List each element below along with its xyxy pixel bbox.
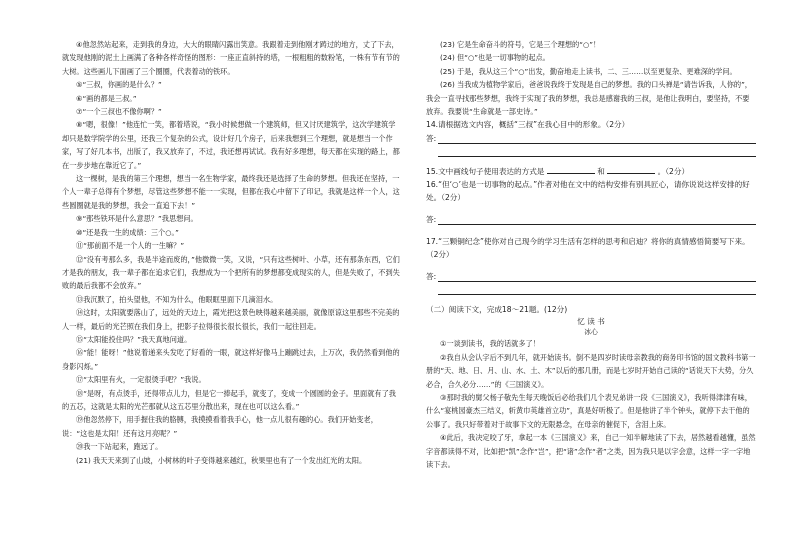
paragraph: ⑮“太阳能投住吗？”我天真地问道。 bbox=[76, 334, 192, 344]
paragraph: ⑨“那些铁环是什么意思？”我思想问。 bbox=[76, 214, 198, 224]
answer-line[interactable] bbox=[426, 132, 756, 146]
paragraph: ⑧“嗯，很像！”他连忙一笑，都着塔说，“我小时候想做一个建筑师，但又讨厌建筑学，这次学建筑学却只是数学院学的公里，还我三个复杂的公式，设计好几个房子，后来我想到三个理想，就是想当一个作家，写了好几本书，出版了，我又放弃了，不过，我还想再试试。我有好多理想，每天都在实现的路上，都在一步步地在靠近它了。” bbox=[62, 120, 400, 170]
article-title: 忆 读 书 bbox=[577, 317, 605, 327]
question-15-and: 和 bbox=[597, 167, 605, 177]
question-15-score: 。（2分） bbox=[657, 167, 690, 177]
answer-line[interactable] bbox=[426, 213, 756, 227]
paragraph: ⑫“没有考那么多，我是半途而废的，”他微微一笑，又说，“只有这些树叶、小草，还有那条东西，它们才是我的朋友，我一辈子都在追求它们，我想成为一个把所有的梦想都变成现实的人，但是失败了，不到失败的最后我都不会放弃。” bbox=[62, 254, 400, 291]
paragraph: ⑤“三叔，你画的是什么？” bbox=[76, 80, 162, 90]
paragraph: ①一谈到读书，我的话就多了！ bbox=[440, 339, 540, 349]
paragraph: ⑱“是呀，有点烫手，还得带点儿力，但是它一捧起手，就变了，变成一个圆圆的金子。里面就有了我的五芯，这就是太阳的光芒那就从这五芯里分散出来，现在也可以这么看。” bbox=[62, 388, 396, 411]
paragraph: ②我自从会认字后不到几年，就开始读书。倒不是四岁时读母亲教我的商务印书馆的国文教科书第一册的“天、地、日、月、山、水、土、木”以后的那几册，而是七岁时开始自己读的“话说天下大势，分久必合，合久必分……”的《三国演义》。 bbox=[426, 352, 756, 389]
paragraph: ⑦“一个三叔也不像你啊？” bbox=[76, 107, 162, 117]
question-16: 16.“但‘○’也是一切事物的起点。”作者对他在文中的结构安排有别具匠心，请你说说这样安排的好处。（2分） bbox=[426, 180, 750, 203]
paragraph: (21) 我天天来到了山坡，小树林的叶子变得越来越红，秋果里也有了一个发出红光的太阳。 bbox=[76, 455, 367, 465]
paragraph: ④此后，我决定咬了牙，拿起一本《三国演义》来，自己一知半解地读了下去，居然越看越懂，虽然字音都读得不对，比如把“凯”念作“岂”，把“诸”念作“者”之类，因为我只是以字会意，这样一字一字地读下去。 bbox=[426, 433, 756, 470]
question-15 bbox=[426, 165, 756, 178]
left-column bbox=[62, 38, 400, 467]
paragraph: ③那时我的舅父杨子敬先生每天晚饭后必给我们几个表兄弟讲一段《三国演义》，我听得津津有味，什么“宴桃园豪杰三结义，斩黄巾英雄首立功”，真是好听极了。但是他讲了半个钟头，就停下去干他的公事了。我只好带着对于故事下文的无限悬念，在母亲的催促下，含泪上床。 bbox=[426, 393, 752, 429]
paragraph: (25) 于是，我从这三个“○”出发，勤奋地走上读书，二、三……以至更复杂、更难深的学问。 bbox=[440, 66, 737, 76]
answer-label: 答: bbox=[426, 134, 437, 144]
question-14: 14.请根据选文内容，概括“三叔”在我心目中的形象。（2分） bbox=[426, 120, 630, 130]
paragraph: ⑥“画的都是三叔。” bbox=[76, 93, 137, 103]
paragraph: ⑬我沉默了，拍头望他，不知为什么，他眼眶里面下几滴泪水。 bbox=[76, 294, 278, 304]
fill-blank-2[interactable] bbox=[607, 165, 655, 174]
paragraph: 这一棵树，是我的第三个理想，想当一名生物学家，最终我还是选择了生命的梦想。但我还在坚持，一个人一辈子总得有个梦想，尽管这些梦想不能一一实现，但都在我心中留下了印记，我就是这样一个人，这些圆圈就是我的梦想，我会一直追下去！” bbox=[62, 174, 400, 210]
answer-rule bbox=[438, 281, 756, 282]
fill-blank-1[interactable] bbox=[547, 165, 595, 174]
paragraph: (23) 它是生命奋斗的符号，它是三个理想的“○”！ bbox=[440, 40, 601, 49]
paragraph: ④他忽然站起来，走到我的身边，大大的眼睛闪露出笑意。我跟着走到他刚才踌过的地方，丈了下去，就发现他刚的泥土上画满了各种各样奇怪的图形：一座正直斜持的塔，一根粗粗的数粉笔，一株有节有节的大树。这些画儿下面画了三个圈圈，代表着动的铁环。 bbox=[62, 40, 400, 76]
answer-rule bbox=[438, 143, 756, 144]
answer-rule[interactable] bbox=[438, 284, 756, 295]
paragraph: ⑪“那前面不是一个人的一生嘛？” bbox=[76, 241, 185, 251]
article-author: 冰心 bbox=[584, 328, 598, 337]
answer-label: 答: bbox=[426, 215, 437, 225]
paragraph: ⑩“还是我一生的成绩：三个○。” bbox=[76, 227, 179, 237]
paragraph: (24) 但“○”也是一切事物的起点。 bbox=[440, 53, 550, 63]
paragraph: ⑰“太阳里有火，一定很烫手吧？”我说。 bbox=[76, 375, 206, 385]
paragraph: ⑯“能！能呀！”他说着递来头发吃了好看的一眼，就这样好像马上蹦跳过去，上万次，我仍然看到他的身影闪烁。” bbox=[62, 348, 400, 371]
paragraph: ⑳我一下站起来，跑远了。 bbox=[76, 442, 163, 452]
question-17: 17.“三颗铜纪念”使你对自己现今的学习生活有怎样的思考和启迪？将你的真情感悟简要写下来。（2分） bbox=[426, 237, 750, 260]
paragraph: ⑲他忽然停下，用手握住我的胳膊，我摸摸看着我手心，他一点儿很有趣的心。我们开始变老，说：“这也是太阳！还有这月亮呢？” bbox=[62, 415, 378, 438]
answer-rule bbox=[438, 224, 756, 225]
paragraph: (26) 当我成为植物学家后，爸爸说我终于发现是自己的梦想。我的口头禅是“请告诉我，人你的”，我会一直寻找那些梦想，我终于实现了我的梦想，我总是感谢我的三叔，是他让我明白，要坚持，不要放弃。我要说“生命就是一部史诗。” bbox=[426, 80, 752, 117]
question-15-text: 15.文中画线句子使用表达的方式是 bbox=[426, 167, 545, 177]
paragraph: ⑭这时，太阳就要落山了，远处的天边上，霞光把这景色映得越来越美丽，就像原谅这里那些不完美的人一样，最后的光芒照在我们身上，把影子拉得很长很长很长，我们一起往回走。 bbox=[62, 308, 400, 331]
right-column bbox=[426, 38, 756, 472]
answer-label: 答: bbox=[426, 272, 437, 282]
answer-line[interactable] bbox=[426, 270, 756, 284]
answer-rule[interactable] bbox=[438, 146, 756, 157]
section-heading: （二）阅读下文，完成18〜21题。(12分) bbox=[426, 305, 568, 315]
